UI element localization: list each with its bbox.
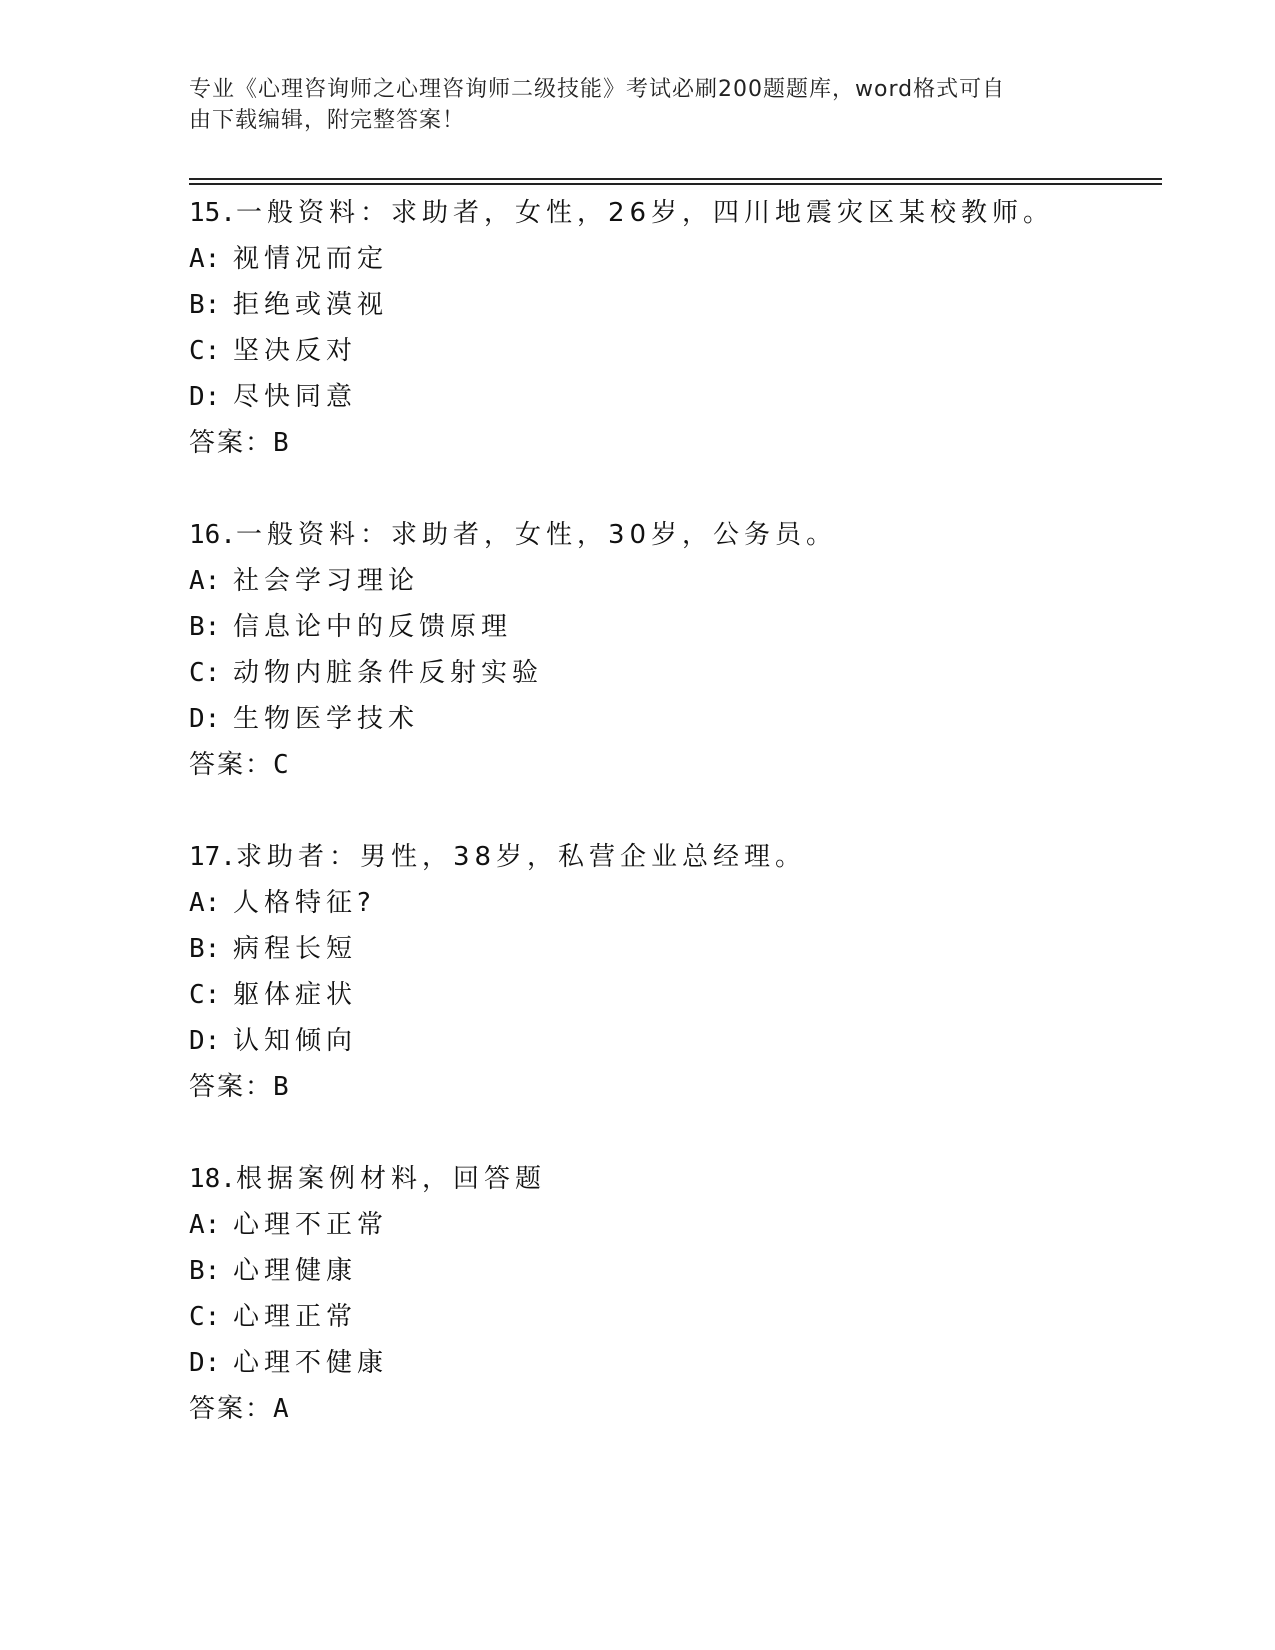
answer-label: 答案： <box>189 750 274 780</box>
option-b <box>189 282 1169 328</box>
option-text: 视情况而定 <box>233 244 389 274</box>
option-a <box>189 558 1169 604</box>
option-letter: C: <box>189 1302 221 1332</box>
answer-line <box>189 1386 1169 1432</box>
option-letter: B: <box>189 290 221 320</box>
option-letter: C: <box>189 980 221 1010</box>
option-d <box>189 374 1169 420</box>
answer-line <box>189 742 1169 788</box>
option-letter: C: <box>189 658 221 688</box>
header-rule-bottom <box>189 183 1162 185</box>
question-stem <box>189 512 1169 558</box>
option-letter: C: <box>189 336 221 366</box>
option-b <box>189 926 1169 972</box>
option-a <box>189 880 1169 926</box>
option-text: 心理不健康 <box>233 1348 389 1378</box>
question-stem <box>189 1156 1169 1202</box>
option-letter: A: <box>189 566 221 596</box>
option-a <box>189 1202 1169 1248</box>
option-letter: A: <box>189 244 221 274</box>
option-text: 认知倾向 <box>233 1026 358 1056</box>
option-letter: B: <box>189 612 221 642</box>
option-letter: A: <box>189 1210 221 1240</box>
option-b <box>189 604 1169 650</box>
question-text: 一般资料：求助者，女性，26岁，四川地震灾区某校教师。 <box>235 198 1055 228</box>
option-text: 尽快同意 <box>233 382 358 412</box>
option-text: 心理正常 <box>233 1302 358 1332</box>
question-number: 17. <box>189 842 236 872</box>
question-text: 根据案例材料，回答题 <box>235 1164 546 1194</box>
question-17 <box>189 834 1169 1110</box>
option-letter: D: <box>189 1026 221 1056</box>
header-line-1: 专业《心理咨询师之心理咨询师二级技能》考试必刷200题题库，word格式可自 <box>189 77 1006 102</box>
header-line-2: 由下载编辑，附完整答案！ <box>189 108 466 133</box>
option-c <box>189 328 1169 374</box>
question-text: 求助者：男性，38岁，私营企业总经理。 <box>235 842 807 872</box>
answer-value: A <box>273 1394 289 1424</box>
question-text: 一般资料：求助者，女性，30岁，公务员。 <box>235 520 838 550</box>
option-letter: B: <box>189 934 221 964</box>
option-a <box>189 236 1169 282</box>
option-d <box>189 1340 1169 1386</box>
option-letter: D: <box>189 382 221 412</box>
option-letter: D: <box>189 1348 221 1378</box>
question-18 <box>189 1156 1169 1432</box>
option-text: 人格特征? <box>233 888 376 918</box>
document-header <box>189 74 1069 136</box>
option-text: 动物内脏条件反射实验 <box>233 658 544 688</box>
question-number: 18. <box>189 1164 236 1194</box>
option-letter: A: <box>189 888 221 918</box>
option-c <box>189 1294 1169 1340</box>
question-number: 16. <box>189 520 236 550</box>
option-b <box>189 1248 1169 1294</box>
option-text: 病程长短 <box>233 934 358 964</box>
question-stem <box>189 834 1169 880</box>
question-list <box>189 190 1169 1478</box>
answer-label: 答案： <box>189 1394 274 1424</box>
question-16 <box>189 512 1169 788</box>
option-letter: B: <box>189 1256 221 1286</box>
header-rule-top <box>189 178 1162 180</box>
option-text: 信息论中的反馈原理 <box>233 612 513 642</box>
option-text: 社会学习理论 <box>233 566 420 596</box>
option-text: 心理健康 <box>233 1256 358 1286</box>
option-text: 躯体症状 <box>233 980 358 1010</box>
answer-line <box>189 1064 1169 1110</box>
question-stem <box>189 190 1169 236</box>
option-letter: D: <box>189 704 221 734</box>
option-d <box>189 1018 1169 1064</box>
answer-label: 答案： <box>189 1072 274 1102</box>
option-text: 拒绝或漠视 <box>233 290 389 320</box>
answer-line <box>189 420 1169 466</box>
question-number: 15. <box>189 198 236 228</box>
option-text: 生物医学技术 <box>233 704 420 734</box>
answer-value: B <box>273 1072 289 1102</box>
option-text: 坚决反对 <box>233 336 358 366</box>
answer-label: 答案： <box>189 428 274 458</box>
option-c <box>189 972 1169 1018</box>
answer-value: C <box>273 750 289 780</box>
option-d <box>189 696 1169 742</box>
answer-value: B <box>273 428 289 458</box>
option-text: 心理不正常 <box>233 1210 389 1240</box>
option-c <box>189 650 1169 696</box>
question-15 <box>189 190 1169 466</box>
